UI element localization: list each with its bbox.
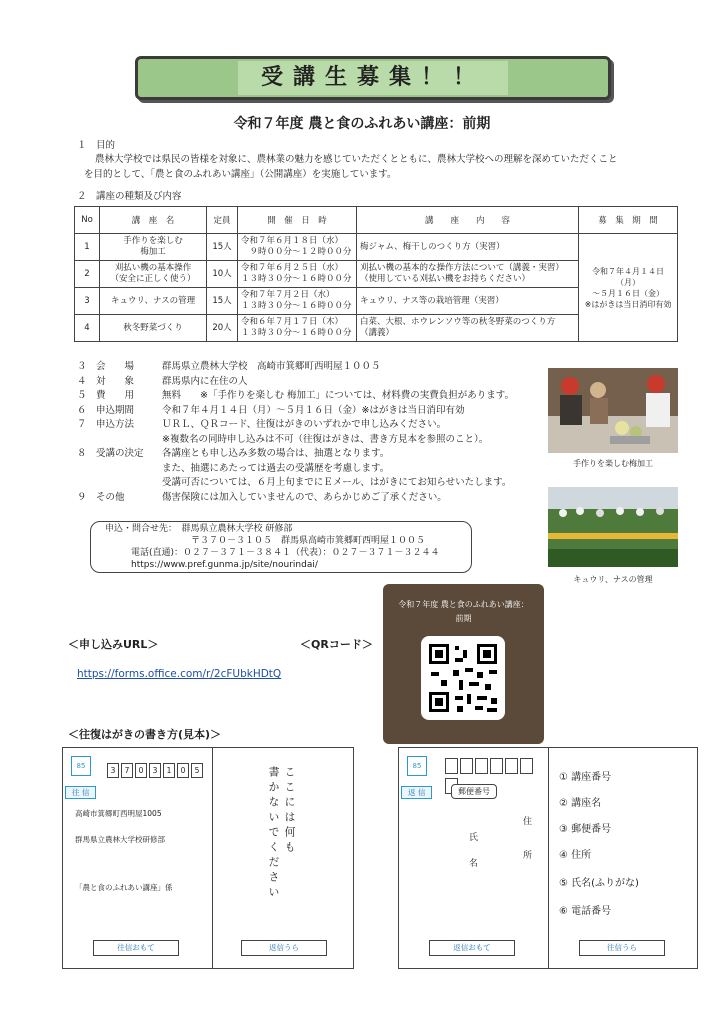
list-item: ① 講座番号	[559, 772, 612, 783]
zip-label: 郵便番号	[451, 784, 497, 799]
postcard-return-front	[398, 747, 550, 969]
table-row	[75, 234, 678, 261]
cell-capacity: 15人	[207, 234, 238, 261]
postal-code-badge: 85	[71, 756, 91, 776]
name-label-1: 氏	[469, 833, 479, 843]
list-item: ５ 費 用 無料 ※「手作りを楽しむ 梅加工」については、材料費の実費負担があります。	[77, 390, 515, 401]
postcard-outgoing-front	[62, 747, 214, 969]
contact-line1: 申込・問合せ先： 群馬県立農林大学校 研修部	[105, 524, 293, 534]
purpose-line2: を目的として、「農と食のふれあい講座」（公開講座）を実施しています。	[84, 169, 397, 180]
list-item: ③ 郵便番号	[559, 824, 612, 835]
qr-panel	[383, 584, 544, 744]
qr-title: 令和７年度 農と食のふれあい講座： 前期	[398, 600, 529, 623]
title-banner	[135, 56, 611, 100]
contact-phone: 電話(直通)：０２７－３７１－３８４１（代表）：０２７－３７１－３２４４	[131, 548, 440, 558]
photo-cucumber-image	[548, 487, 678, 567]
th-content: 講 座 内 容	[357, 207, 579, 234]
courses-heading: ２ 講座の種類及び内容	[77, 191, 182, 202]
qr-code[interactable]	[421, 636, 505, 720]
qr-code-icon	[421, 636, 505, 720]
card1-label: 往信おもて	[93, 940, 179, 956]
list-item: ② 講座名	[559, 798, 602, 809]
cell-date: 令和７年６月１８日（水） ９時００分～１２時００分	[238, 234, 357, 261]
postcard-outgoing-back	[548, 747, 698, 969]
photo-ume-image	[548, 368, 678, 453]
postcard-heading: ＜往復はがきの書き方(見本)＞	[68, 728, 222, 741]
th-no: No	[75, 207, 100, 234]
photo-cucumber	[548, 487, 678, 567]
cell-no: 4	[75, 315, 100, 342]
list-item: ９ その他 傷害保険には加入していませんので、あらかじめご了承ください。	[77, 491, 447, 503]
contact-address: 〒３７０－３１０５ 群馬県高崎市箕郷町西明屋１００５	[191, 536, 426, 546]
application-url-link[interactable]: https://forms.office.com/r/2cFUbkHDtQ	[77, 668, 282, 680]
qr-heading: ＜QRコード＞	[300, 638, 373, 651]
photo-caption-1: 手作りを楽しむ梅加工	[573, 459, 653, 468]
cell-no: 2	[75, 261, 100, 288]
url-heading: ＜申し込みURL＞	[68, 638, 159, 651]
return-tag: 返 信	[401, 786, 432, 799]
contact-box	[90, 521, 472, 573]
no-write-notice: ここには何も 書かないでください	[267, 766, 296, 901]
info-list	[77, 360, 537, 505]
cell-date: 令和７年７月２日（水） １３時３０分～１６時００分	[238, 288, 357, 315]
course-table	[74, 206, 678, 342]
photo-ume	[548, 368, 678, 453]
card1-attn: 「農と食のふれあい講座」係	[75, 883, 173, 892]
card1-dept: 群馬県立農林大学校研修部	[75, 835, 165, 844]
list-item: ④ 住所	[559, 850, 592, 861]
th-name: 講 座 名	[100, 207, 207, 234]
page-subtitle: 令和７年度 農と食のふれあい講座：前期	[233, 116, 491, 132]
postal-code-badge: 85	[407, 756, 427, 776]
zip-digits: 3 7 0 3 1 0 5	[107, 758, 205, 778]
list-item: ４ 対 象 群馬県内に在住の人	[77, 375, 248, 387]
list-item: ７ 申込方法 ＵＲＬ、ＱＲコード、往復はがきのいずれかで申し込みください。	[77, 419, 447, 430]
th-period: 募 集 期 間	[579, 207, 678, 234]
cell-no: 1	[75, 234, 100, 261]
card4-label: 往信うら	[579, 940, 665, 956]
card1-address: 高崎市箕郷町西明屋1005	[75, 809, 162, 818]
contact-url[interactable]: https://www.pref.gunma.jp/site/nourindai/	[131, 560, 318, 570]
list-item: また、抽選にあたっては過去の受講歴を考慮します。	[162, 462, 390, 474]
purpose-line1: 農林大学校では県民の皆様を対象に、農林業の魅力を感じていただくとともに、農林大学校への理解を深めていただくこと	[95, 154, 618, 165]
outgoing-tag: 往 信	[65, 786, 96, 799]
cell-content: キュウリ、ナス等の栽培管理（実習）	[357, 288, 579, 315]
cell-capacity: 20人	[207, 315, 238, 342]
cell-name: 手作りを楽しむ 梅加工	[100, 234, 207, 261]
th-capacity: 定員	[207, 207, 238, 234]
photo-caption-2: キュウリ、ナスの管理	[573, 575, 653, 584]
card2-label: 返信うら	[241, 940, 327, 956]
cell-content: 刈払い機の基本的な操作方法について（講義・実習） （使用している刈払い機をお持ちください）	[357, 261, 579, 288]
cell-date: 令和７年６月２５日（水） １３時３０分～１６時００分	[238, 261, 357, 288]
postcard-return-back	[212, 747, 354, 969]
cell-content: 白菜、大根、ホウレンソウ等の秋冬野菜のつくり方 （講義）	[357, 315, 579, 342]
list-item: ※複数名の同時申し込みは不可（往復はがきは、書き方見本を参照のこと）。	[162, 433, 489, 445]
list-item: ８ 受講の決定 各講座とも申し込み多数の場合は、抽選となります。	[77, 448, 390, 459]
cell-content: 梅ジャム、梅干しのつくり方（実習）	[357, 234, 579, 261]
cell-period: 令和７年４月１４日（月） ～５月１６日（金） ※はがきは当日消印有効	[579, 234, 678, 342]
address-label-2: 所	[523, 851, 533, 861]
list-item: ３ 会 場 群馬県立農林大学校 高崎市箕郷町西明屋１００５	[77, 361, 381, 372]
cell-name: 刈払い機の基本操作 （安全に正しく使う）	[100, 261, 207, 288]
cell-name: 秋冬野菜づくり	[100, 315, 207, 342]
list-item: 受講可否については、６月上旬までにＥメール、はがきにてお知らせいたします。	[162, 477, 512, 488]
cell-name: キュウリ、ナスの管理	[100, 288, 207, 315]
cell-capacity: 10人	[207, 261, 238, 288]
table-header-row	[75, 207, 678, 234]
cell-capacity: 15人	[207, 288, 238, 315]
cell-no: 3	[75, 288, 100, 315]
th-date: 開 催 日 時	[238, 207, 357, 234]
cell-date: 令和６年７月１７日（木） １３時３０分～１６時００分	[238, 315, 357, 342]
address-label-1: 住	[523, 817, 533, 827]
list-item: ⑤ 氏名(ふりがな)	[559, 878, 639, 889]
list-item: ６ 申込期間 令和７年４月１４日（月）～５月１６日（金）※はがきは当日消印有効	[77, 404, 465, 416]
banner-title: 受講生募集！！	[238, 61, 508, 95]
name-label-2: 名	[469, 859, 479, 869]
list-item: ⑥ 電話番号	[559, 906, 612, 917]
purpose-heading: １ 目的	[77, 140, 116, 151]
card3-label: 返信おもて	[429, 940, 515, 956]
